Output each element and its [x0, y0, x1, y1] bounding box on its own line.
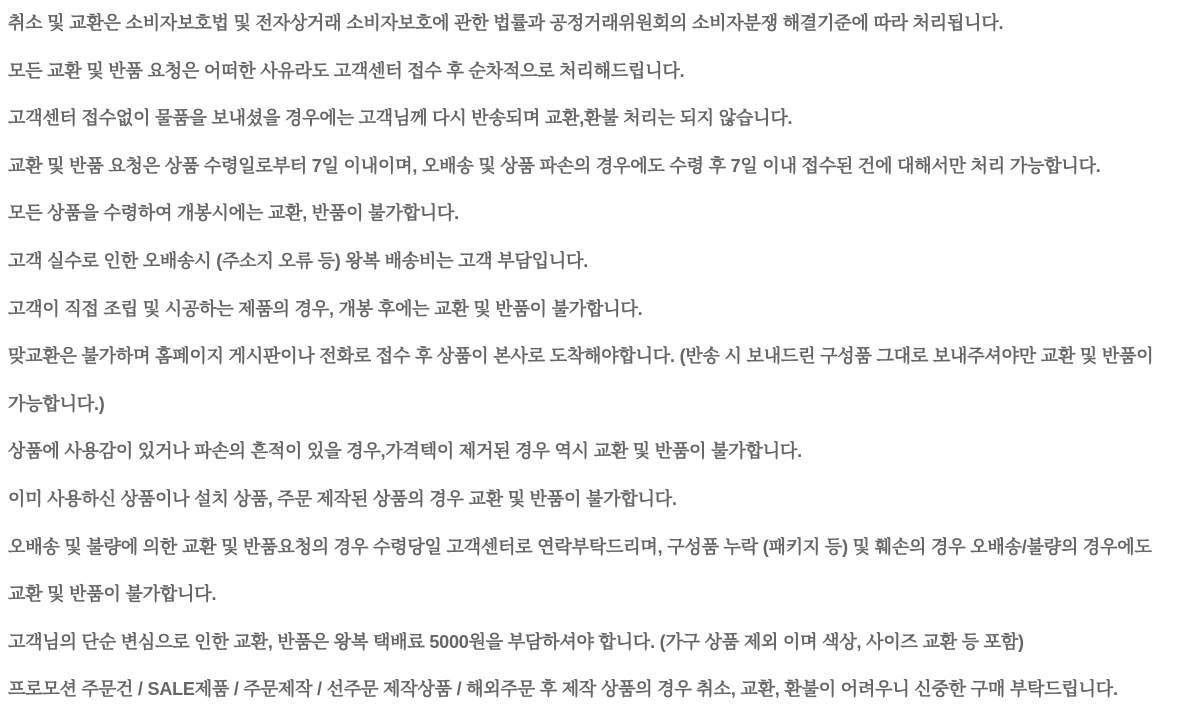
policy-paragraph: 맞교환은 불가하며 홈페이지 게시판이나 전화로 접수 후 상품이 본사로 도착해야합니다. (반송 시 보내드린 구성품 그대로 보내주셔야만 교환 및 반품이 가능합니다.) [8, 346, 1154, 414]
policy-paragraph: 고객이 직접 조립 및 시공하는 제품의 경우, 개봉 후에는 교환 및 반품이 불가합니다. [8, 298, 643, 319]
policy-paragraph: 모든 교환 및 반품 요청은 어떠한 사유라도 고객센터 접수 후 순차적으로 처리해드립니다. [8, 60, 685, 81]
policy-paragraph: 오배송 및 불량에 의한 교환 및 반품요청의 경우 수령당일 고객센터로 연락부탁드리며, 구성품 누락 (패키지 등) 및 훼손의 경우 오배송/불량의 경우에도 교환 및 반품이 불가합니다. [8, 536, 1152, 605]
policy-paragraph: 고객님의 단순 변심으로 인한 교환, 반품은 왕복 택배료 5000원을 부담하셔야 합니다. (가구 상품 제외 이며 색상, 사이즈 교환 등 포함) [8, 631, 1024, 652]
policy-paragraph: 모든 상품을 수령하여 개봉시에는 교환, 반품이 불가합니다. [8, 203, 459, 224]
policy-paragraph: 프로모션 주문건 / SALE제품 / 주문제작 / 선주문 제작상품 / 해외주문 후 제작 상품의 경우 취소, 교환, 환불이 어려우니 신중한 구매 부탁드립니다. [8, 679, 1118, 700]
policy-paragraph: 상품에 사용감이 있거나 파손의 흔적이 있을 경우,가격텍이 제거된 경우 역시 교환 및 반품이 불가합니다. [8, 441, 802, 462]
policy-paragraph: 고객센터 접수없이 물품을 보내셨을 경우에는 고객님께 다시 반송되며 교환,환불 처리는 되지 않습니다. [8, 108, 793, 129]
policy-paragraph: 교환 및 반품 요청은 상품 수령일로부터 7일 이내이며, 오배송 및 상품 파손의 경우에도 수령 후 7일 이내 접수된 건에 대해서만 처리 가능합니다. [8, 155, 1101, 176]
policy-paragraph: 이미 사용하신 상품이나 설치 상품, 주문 제작된 상품의 경우 교환 및 반품이 불가합니다. [8, 488, 677, 509]
policy-paragraph: 취소 및 교환은 소비자보호법 및 전자상거래 소비자보호에 관한 법률과 공정거래위원회의 소비자분쟁 해결기준에 따라 처리됩니다. [8, 13, 1004, 33]
policy-paragraph: 고객 실수로 인한 오배송시 (주소지 오류 등) 왕복 배송비는 고객 부담입니다. [8, 250, 589, 271]
